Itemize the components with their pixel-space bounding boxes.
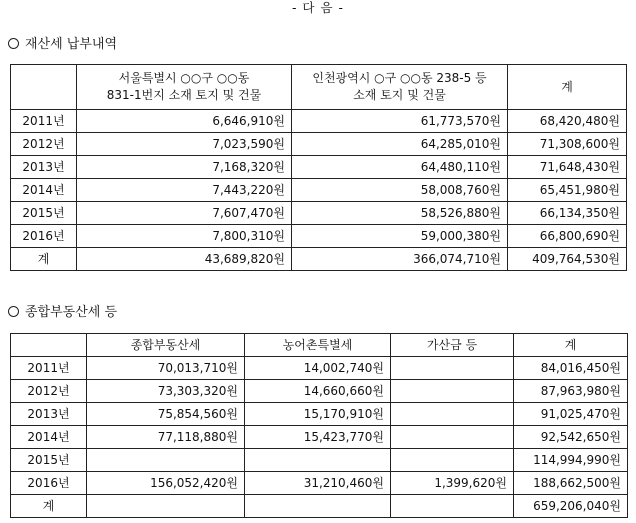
penalty-cell (391, 449, 514, 472)
total-amount-cell: 71,648,430원 (508, 156, 627, 179)
table-row (11, 449, 628, 472)
penalty-cell: 1,399,620원 (391, 472, 514, 495)
penalty-cell (391, 357, 514, 380)
rural-tax-cell: 14,660,660원 (245, 380, 391, 403)
comprehensive-tax-cell (87, 449, 245, 472)
header-cell-comprehensive-tax: 종합부동산세 (87, 334, 245, 357)
header-cell-total: 계 (508, 65, 627, 110)
rural-tax-cell: 15,423,770원 (245, 426, 391, 449)
year-cell: 2015년 (11, 202, 77, 225)
comprehensive-tax-table (10, 333, 628, 518)
table-row (11, 202, 627, 225)
total-amount-cell: 65,451,980원 (508, 179, 627, 202)
seoul-amount-cell: 7,607,470원 (77, 202, 292, 225)
incheon-amount-cell: 59,000,380원 (292, 225, 508, 248)
penalty-sum-cell (391, 495, 514, 518)
table-row (11, 110, 627, 133)
total-amount-cell: 91,025,470원 (514, 403, 628, 426)
year-cell: 2012년 (11, 380, 87, 403)
seoul-amount-cell: 7,023,590원 (77, 133, 292, 156)
rural-tax-cell: 15,170,910원 (245, 403, 391, 426)
rural-tax-sum-cell (245, 495, 391, 518)
year-cell: 2011년 (11, 357, 87, 380)
year-cell: 2013년 (11, 403, 87, 426)
section-title-property-tax (8, 36, 117, 54)
total-amount-cell: 68,420,480원 (508, 110, 627, 133)
comprehensive-tax-sum-cell (87, 495, 245, 518)
header-cell-year (11, 334, 87, 357)
rural-tax-cell: 14,002,740원 (245, 357, 391, 380)
seoul-amount-cell: 7,168,320원 (77, 156, 292, 179)
circle-bullet-icon (8, 38, 19, 49)
year-cell: 2014년 (11, 179, 77, 202)
total-amount-cell: 188,662,500원 (514, 472, 628, 495)
incheon-amount-cell: 58,008,760원 (292, 179, 508, 202)
table-row (11, 426, 628, 449)
total-amount-cell: 87,963,980원 (514, 380, 628, 403)
header-line: 서울특별시 ○○구 ○○동 (118, 71, 250, 85)
year-cell: 2015년 (11, 449, 87, 472)
comprehensive-tax-cell: 75,854,560원 (87, 403, 245, 426)
header-line: 소재 토지 및 건물 (353, 88, 446, 102)
penalty-cell (391, 403, 514, 426)
grand-total-cell: 659,206,040원 (514, 495, 628, 518)
header-line: 인천광역시 ○구 ○○동 238-5 등 (312, 71, 487, 85)
rural-tax-cell (245, 449, 391, 472)
comprehensive-tax-cell: 77,118,880원 (87, 426, 245, 449)
total-amount-cell: 114,994,990원 (514, 449, 628, 472)
table-sum-row (11, 248, 627, 271)
table-header-row (11, 334, 628, 357)
grand-total-cell: 409,764,530원 (508, 248, 627, 271)
incheon-amount-cell: 64,480,110원 (292, 156, 508, 179)
incheon-sum-cell: 366,074,710원 (292, 248, 508, 271)
year-cell: 2014년 (11, 426, 87, 449)
section-title-comprehensive-tax (8, 304, 117, 322)
year-cell: 2016년 (11, 472, 87, 495)
penalty-cell (391, 426, 514, 449)
table-row (11, 357, 628, 380)
comprehensive-tax-cell: 156,052,420원 (87, 472, 245, 495)
comprehensive-tax-cell: 70,013,710원 (87, 357, 245, 380)
circle-bullet-icon (8, 306, 19, 317)
seoul-amount-cell: 7,443,220원 (77, 179, 292, 202)
table-header-row (11, 65, 627, 110)
year-cell: 2011년 (11, 110, 77, 133)
table-row (11, 133, 627, 156)
total-amount-cell: 84,016,450원 (514, 357, 628, 380)
seoul-amount-cell: 7,800,310원 (77, 225, 292, 248)
total-amount-cell: 92,542,650원 (514, 426, 628, 449)
header-line: 831-1번지 소재 토지 및 건물 (106, 88, 262, 102)
total-amount-cell: 66,800,690원 (508, 225, 627, 248)
section-title-text: 재산세 납부내역 (25, 37, 118, 52)
incheon-amount-cell: 58,526,880원 (292, 202, 508, 225)
total-amount-cell: 71,308,600원 (508, 133, 627, 156)
table-row (11, 156, 627, 179)
header-cell-rural-tax: 농어촌특별세 (245, 334, 391, 357)
table-row (11, 403, 628, 426)
year-cell: 2012년 (11, 133, 77, 156)
incheon-amount-cell: 64,285,010원 (292, 133, 508, 156)
table-row (11, 225, 627, 248)
comprehensive-tax-cell: 73,303,320원 (87, 380, 245, 403)
page-heading: - 다 음 - (291, 0, 345, 15)
penalty-cell (391, 380, 514, 403)
total-amount-cell: 66,134,350원 (508, 202, 627, 225)
table-row (11, 380, 628, 403)
seoul-sum-cell: 43,689,820원 (77, 248, 292, 271)
header-cell-total: 계 (514, 334, 628, 357)
table-row (11, 179, 627, 202)
incheon-amount-cell: 61,773,570원 (292, 110, 508, 133)
property-tax-table (10, 64, 627, 271)
year-cell: 2016년 (11, 225, 77, 248)
sum-label-cell: 계 (11, 495, 87, 518)
header-cell-seoul-property (77, 65, 292, 110)
header-cell-year (11, 65, 77, 110)
seoul-amount-cell: 6,646,910원 (77, 110, 292, 133)
section-title-text: 종합부동산세 등 (25, 305, 118, 320)
table-row (11, 472, 628, 495)
header-cell-penalty: 가산금 등 (391, 334, 514, 357)
sum-label-cell: 계 (11, 248, 77, 271)
header-cell-incheon-property (292, 65, 508, 110)
rural-tax-cell: 31,210,460원 (245, 472, 391, 495)
table-sum-row (11, 495, 628, 518)
year-cell: 2013년 (11, 156, 77, 179)
